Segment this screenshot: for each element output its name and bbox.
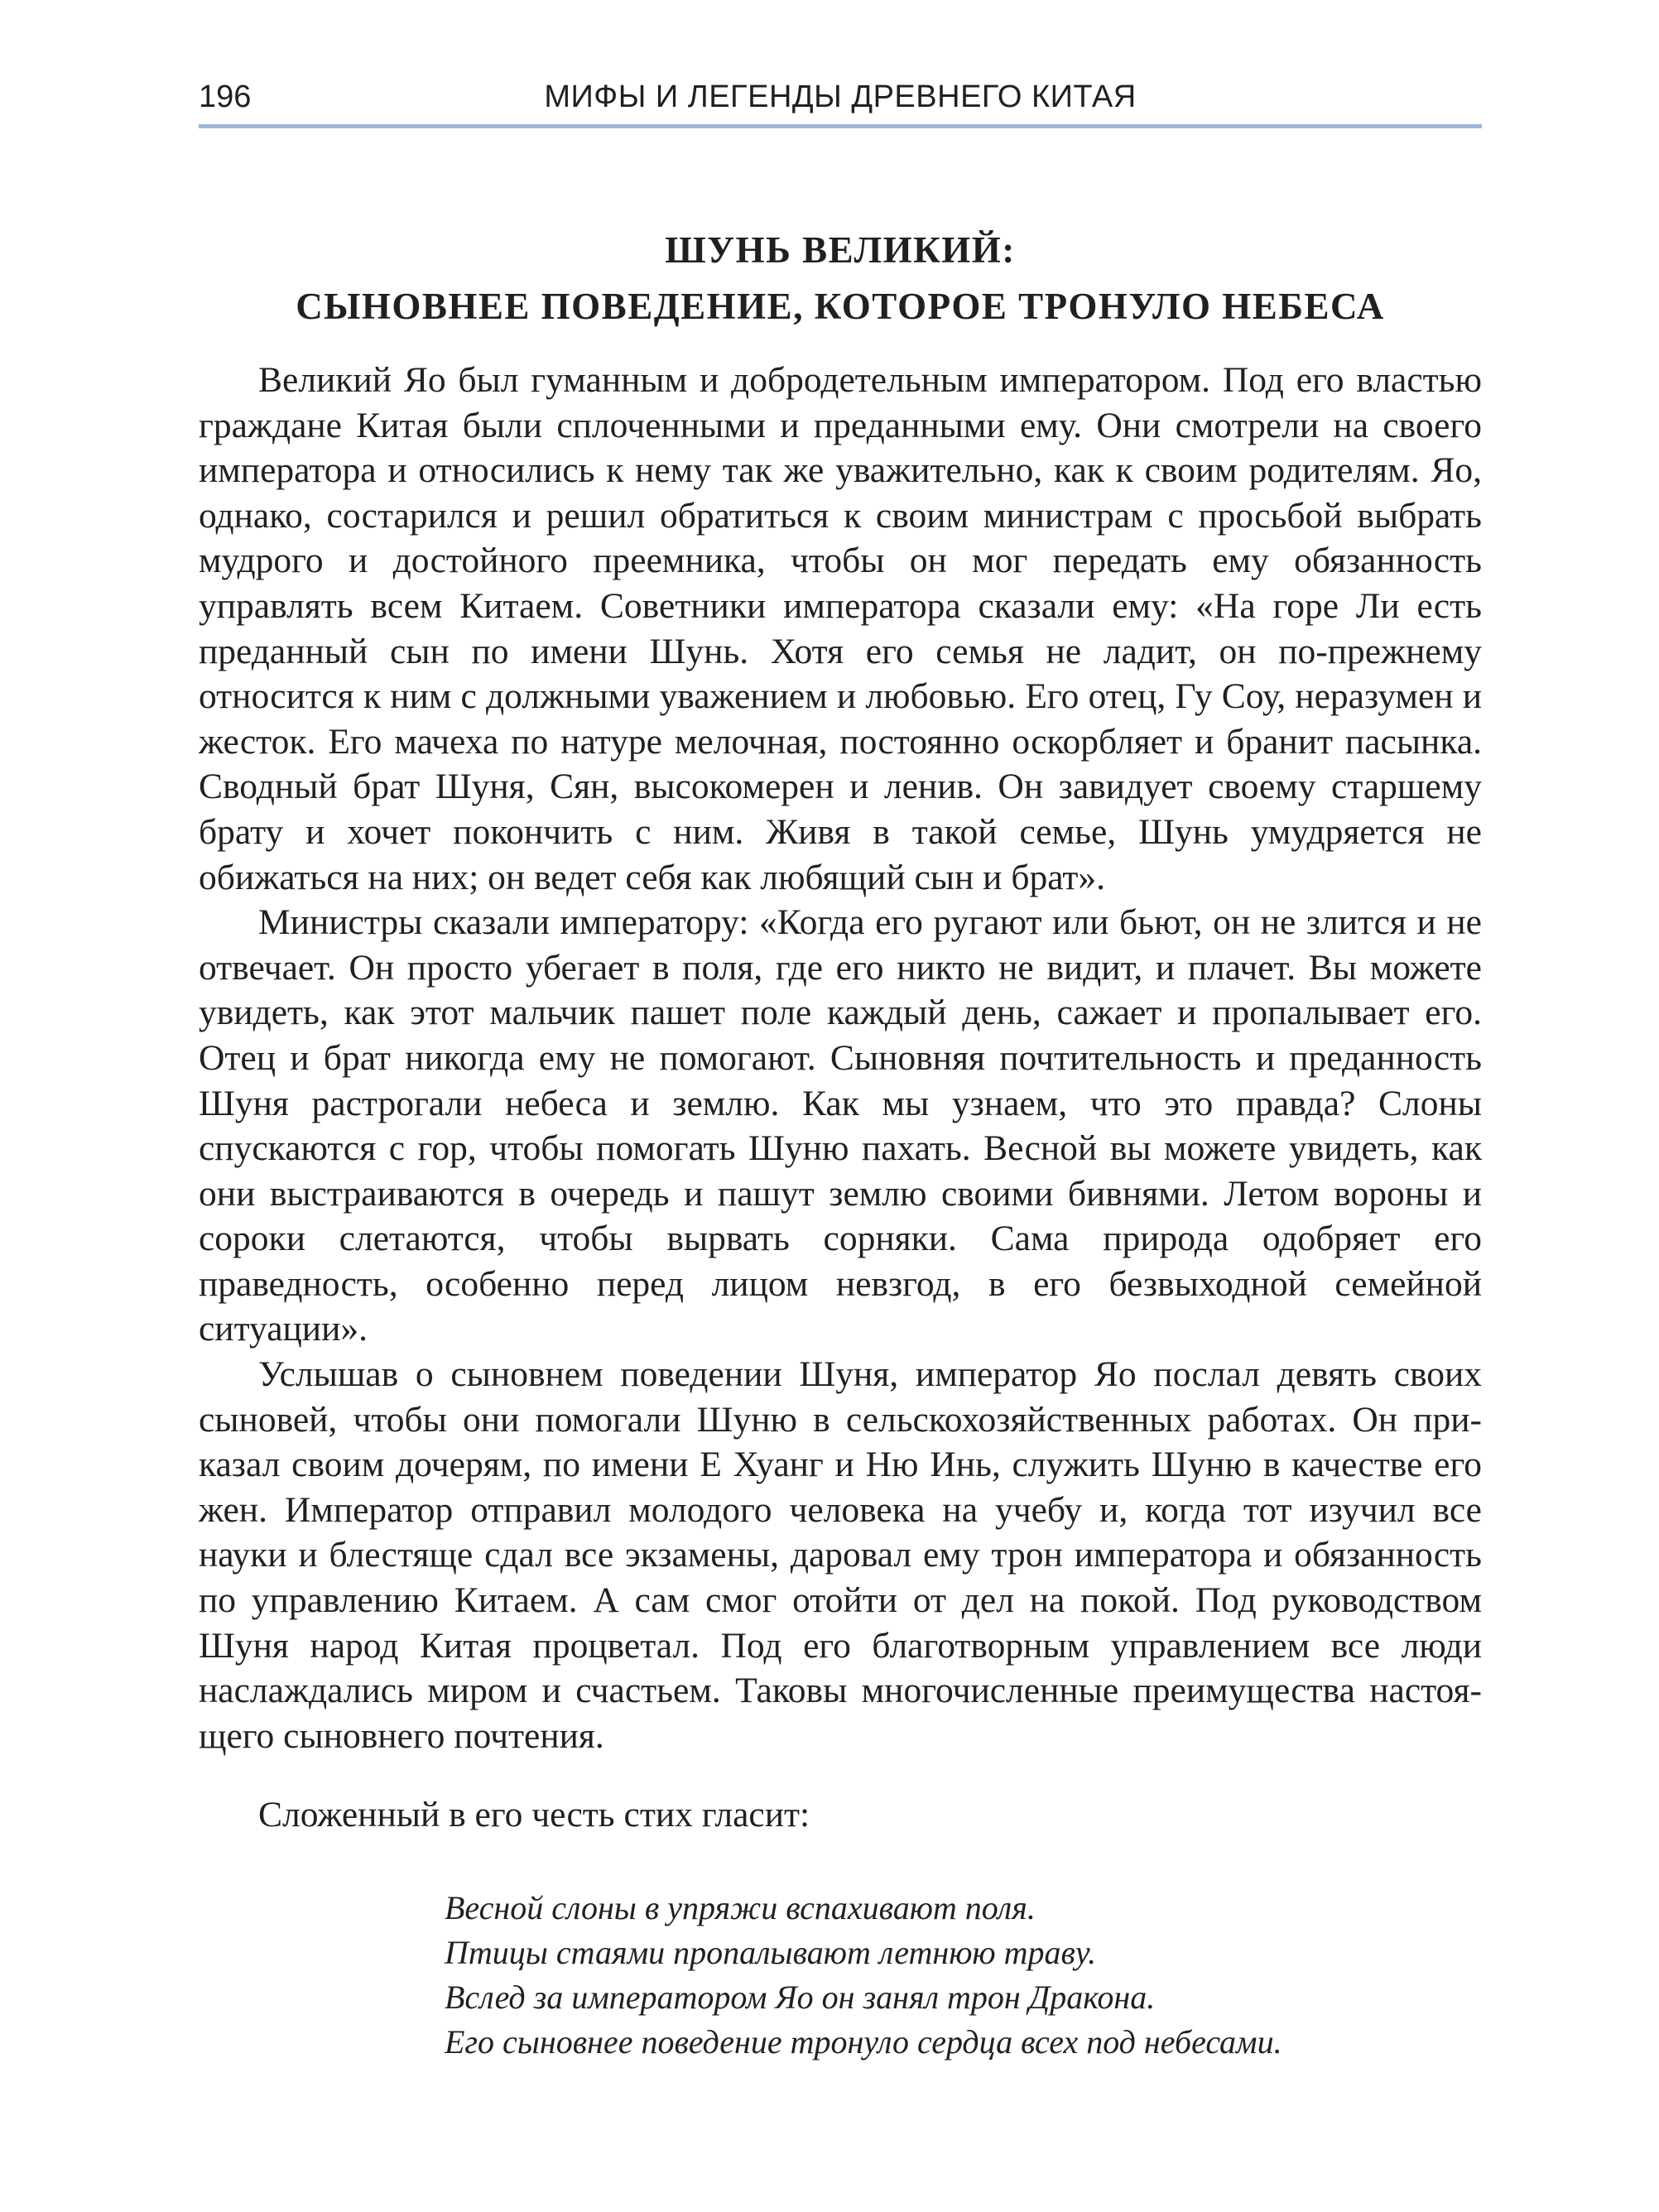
paragraph-3: Услышав о сыновнем поведении Шуня, император Яо послал девять своих сыновей, чтобы они помогали Шуню в сельскохозяйственных работах. Он приказал своим дочерям, по имени Е Хуанг и Ню Инь, служить Шуню в качестве его жен. Император отправил молодого человека на учебу и, когда тот изучил все науки и блестяще сдал все экзамены, даровал ему трон императора и обязанность по управлению Китаем. А сам смог отойти от дел на покой. Под руководством Шуня народ Китая процветал. Под его благотворным управлением все люди наслаждались миром и счастьем. Таковы многочисленные преимущества настоящего сыновнего почтения. [199,1354,1482,1756]
poem [445,1886,1479,2065]
paragraph-1: Великий Яо был гуманным и добродетельным императором. Под его властью граждане Китая были сплоченными и преданными ему. Они смотрели на своего императора и относились к нему так же уважительно, как к своим родителям. Яо, однако, состарился и решил обратиться к своим министрам с просьбой выбрать мудрого и достойного преемника, чтобы он мог передать ему обязанность управлять всем Китаем. Советники императора сказали ему: «На горе Ли есть преданный сын по имени Шунь. Хотя его семья не ладит, он по-прежнему относится к ним с должными уважением и любовью. Его отец, Гу Соу, неразумен и жесток. Его мачеха по натуре мелочная, постоянно оскорбляет и бранит пасынка. Сводный брат Шуня, Сян, высокомерен и ленив. Он завидует своему старшему брату и хочет покончить с ним. Живя в такой семье, Шунь умудряется не обижаться на них; он ведет себя как любящий сын и брат». [199,360,1482,897]
chapter-title-line-2: СЫНОВНЕЕ ПОВЕДЕНИЕ, КОТОРОЕ ТРОНУЛО НЕБЕСА [296,286,1385,327]
poem-line-1: Весной слоны в упряжи вспахивают поля. [445,1889,1036,1926]
header-divider [199,124,1482,128]
chapter-title-line-1: ШУНЬ ВЕЛИКИЙ: [665,229,1016,271]
running-title: МИФЫ И ЛЕГЕНДЫ ДРЕВНЕГО КИТАЯ [544,79,1137,114]
poem-line-3: Вслед за императором Яо он занял трон Дракона. [445,1979,1156,2016]
poem-line-2: Птицы стаями пропалывают летнюю траву. [445,1934,1097,1971]
chapter-title [199,222,1482,334]
chapter-body [199,358,1482,1758]
paragraph-2: Министры сказали императору: «Когда его ругают или бьют, он не злится и не отвечает. Он просто убегает в поля, где его никто не видит, и плачет. Вы можете увидеть, как этот мальчик пашет поле каждый день, сажает и пропалывает его. Отец и брат никогда ему не помогают. Сыновняя почтительность и преданность Шуня растрогали небеса и землю. Как мы узнаем, что это правда? Слоны спускаются с гор, чтобы помогать Шуню пахать. Весной вы можете увидеть, как они выстраиваются в очередь и пашут землю своими бивнями. Летом вороны и сороки слетаются, чтобы вырвать сорняки. Сама природа одобряет его праведность, особенно перед лицом невзгод, в его безвыходной семейной ситуации». [199,902,1482,1349]
page-number: 196 [199,79,252,114]
running-head [199,73,1482,129]
poem-line-4: Его сыновнее поведение тронуло сердца всех под небесами. [445,2023,1282,2061]
verse-intro: Сложенный в его честь стих гласит: [258,1795,810,1835]
